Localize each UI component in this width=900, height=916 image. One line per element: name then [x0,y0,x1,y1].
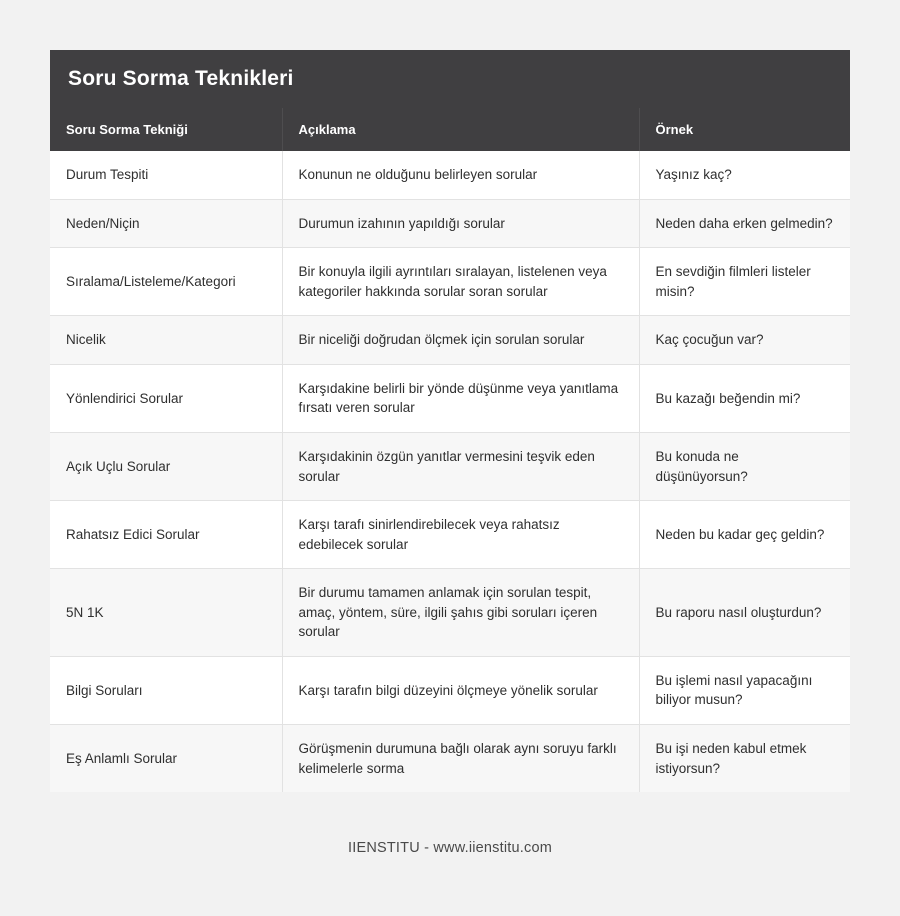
page-title: Soru Sorma Teknikleri [68,67,294,90]
cell-description: Konunun ne olduğunu belirleyen sorular [282,151,639,199]
cell-technique: Rahatsız Edici Sorular [50,501,282,569]
table-body [50,151,850,792]
column-header-description: Açıklama [282,108,639,151]
column-header-technique: Soru Sorma Tekniği [50,108,282,151]
cell-description: Karşıdakine belirli bir yönde düşünme veya yanıtlama fırsatı veren sorular [282,364,639,432]
cell-description: Bir niceliği doğrudan ölçmek için sorulan sorular [282,316,639,365]
table-row [50,199,850,248]
table-header [50,108,850,151]
cell-example: Bu işi neden kabul etmek istiyorsun? [639,725,850,793]
cell-description: Karşıdakinin özgün yanıtlar vermesini teşvik eden sorular [282,432,639,500]
cell-description: Durumun izahının yapıldığı sorular [282,199,639,248]
cell-technique: Eş Anlamlı Sorular [50,725,282,793]
table-row [50,725,850,793]
column-header-example: Örnek [639,108,850,151]
table-row [50,316,850,365]
cell-description: Bir konuyla ilgili ayrıntıları sıralayan, listelenen veya kategoriler hakkında sorular soran sorular [282,248,639,316]
cell-description: Karşı tarafı sinirlendirebilecek veya rahatsız edebilecek sorular [282,501,639,569]
cell-technique: Yönlendirici Sorular [50,364,282,432]
table-header-row [50,108,850,151]
question-techniques-table [50,108,850,792]
cell-description: Karşı tarafın bilgi düzeyini ölçmeye yönelik sorular [282,656,639,724]
table-row [50,248,850,316]
cell-example: Bu raporu nasıl oluşturdun? [639,569,850,657]
cell-example: Neden daha erken gelmedin? [639,199,850,248]
table-row [50,501,850,569]
cell-example: En sevdiğin filmleri listeler misin? [639,248,850,316]
cell-example: Bu konuda ne düşünüyorsun? [639,432,850,500]
cell-technique: Nicelik [50,316,282,365]
cell-example: Kaç çocuğun var? [639,316,850,365]
cell-example: Neden bu kadar geç geldin? [639,501,850,569]
cell-technique: Bilgi Soruları [50,656,282,724]
table-row [50,151,850,199]
footer-credit: IIENSTITU - www.iienstitu.com [348,840,552,856]
cell-technique: Neden/Niçin [50,199,282,248]
table-row [50,364,850,432]
cell-description: Görüşmenin durumuna bağlı olarak aynı soruyu farklı kelimelerle sorma [282,725,639,793]
cell-technique: Durum Tespiti [50,151,282,199]
table-row [50,569,850,657]
cell-description: Bir durumu tamamen anlamak için sorulan tespit, amaç, yöntem, süre, ilgili şahıs gibi soruları içeren sorular [282,569,639,657]
cell-technique: 5N 1K [50,569,282,657]
question-techniques-card [50,50,850,792]
cell-technique: Açık Uçlu Sorular [50,432,282,500]
table-row [50,432,850,500]
cell-technique: Sıralama/Listeleme/Kategori [50,248,282,316]
card-title-bar [50,50,850,108]
cell-example: Yaşınız kaç? [639,151,850,199]
table-row [50,656,850,724]
cell-example: Bu kazağı beğendin mi? [639,364,850,432]
cell-example: Bu işlemi nasıl yapacağını biliyor musun? [639,656,850,724]
